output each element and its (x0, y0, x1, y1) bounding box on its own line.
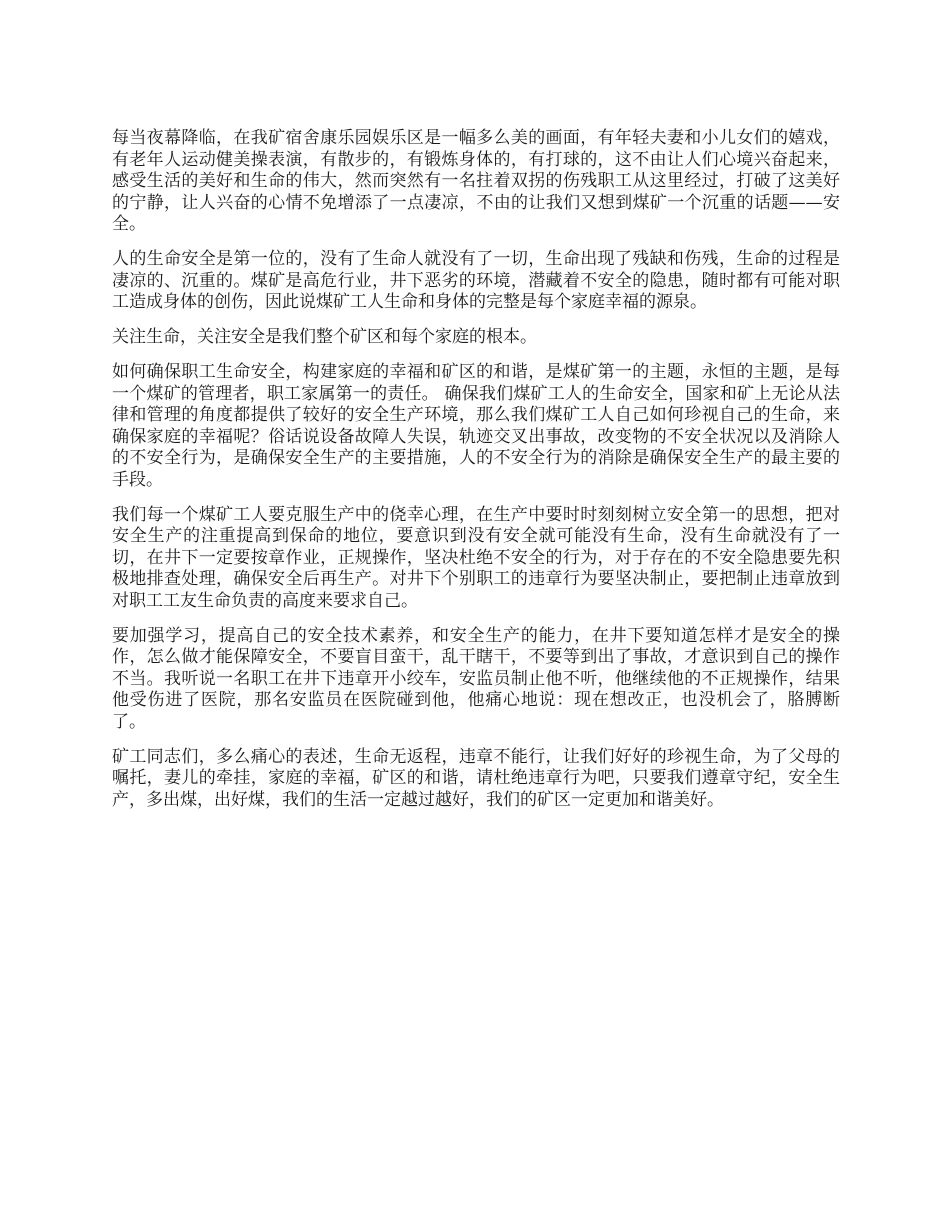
document-page (112, 128, 840, 825)
paragraph-ensure-safety: 如何确保职工生命安全，构建家庭的幸福和矿区的和谐，是煤矿第一的主题，永恒的主题，是每一个煤矿的管理者，职工家属第一的责任。 确保我们煤矿工人的生命安全，国家和矿上无论从法律和管理的角度都提供了较好的安全生产环境，那么我们煤矿工人自己如何珍视自己的生命，来确保家庭的幸福呢？俗话说设备故障人失误，轨迹交叉出事故，改变物的不安全状况以及消除人的不安全行为，是确保安全生产的主要措施，人的不安全行为的消除是确保安全生产的最主要的手段。 (112, 362, 840, 490)
paragraph-focus: 关注生命，关注安全是我们整个矿区和每个家庭的根本。 (112, 327, 537, 347)
paragraph-intro: 每当夜幕降临，在我矿宿舍康乐园娱乐区是一幅多么美的画面，有年轻夫妻和小儿女们的嬉戏，有老年人运动健美操表演，有散步的，有锻炼身体的，有打球的，这不由让人们心境兴奋起来，感受生活的美好和生命的伟大，然而突然有一名拄着双拐的伤残职工从这里经过，打破了这美好的宁静，让人兴奋的心情不免增添了一点凄凉，不由的让我们又想到煤矿一个沉重的话题——安全。 (112, 128, 840, 234)
paragraph-study: 要加强学习，提高自己的安全技术素养，和安全生产的能力，在井下要知道怎样才是安全的操作，怎么做才能保障安全，不要盲目蛮干，乱干瞎干，不要等到出了事故，才意识到自己的操作不当。我听说一名职工在井下违章开小绞车，安监员制止他不听，他继续他的不正规操作，结果他受伤进了医院，那名安监员在医院碰到他，他痛心地说：现在想改正，也没机会了，胳膊断了。 (112, 625, 840, 732)
paragraph-life-safety: 人的生命安全是第一位的，没有了生命人就没有了一切，生命出现了残缺和伤残，生命的过程是凄凉的、沉重的。煤矿是高危行业，井下恶劣的环境，潜藏着不安全的隐患，随时都有可能对职工造成身体的创伤，因此说煤矿工人生命和身体的完整是每个家庭幸福的源泉。 (112, 249, 840, 312)
paragraph-overcome-luck: 我们每一个煤矿工人要克服生产中的侥幸心理，在生产中要时时刻刻树立安全第一的思想，把对安全生产的注重提高到保命的地位，要意识到没有安全就可能没有生命，没有生命就没有了一切，在井下一定要按章作业，正规操作，坚决杜绝不安全的行为，对于存在的不安全隐患要先积极地排查处理，确保安全后再生产。对井下个别职工的违章行为要坚决制止，要把制止违章放到对职工工友生命负责的高度来要求自己。 (112, 504, 840, 611)
paragraph-closing: 矿工同志们，多么痛心的表述，生命无返程，违章不能行，让我们好好的珍视生命，为了父母的嘱托，妻儿的牵挂，家庭的幸福，矿区的和谐，请杜绝违章行为吧，只要我们遵章守纪，安全生产，多出煤，出好煤，我们的生活一定越过越好，我们的矿区一定更加和谐美好。 (112, 746, 840, 810)
